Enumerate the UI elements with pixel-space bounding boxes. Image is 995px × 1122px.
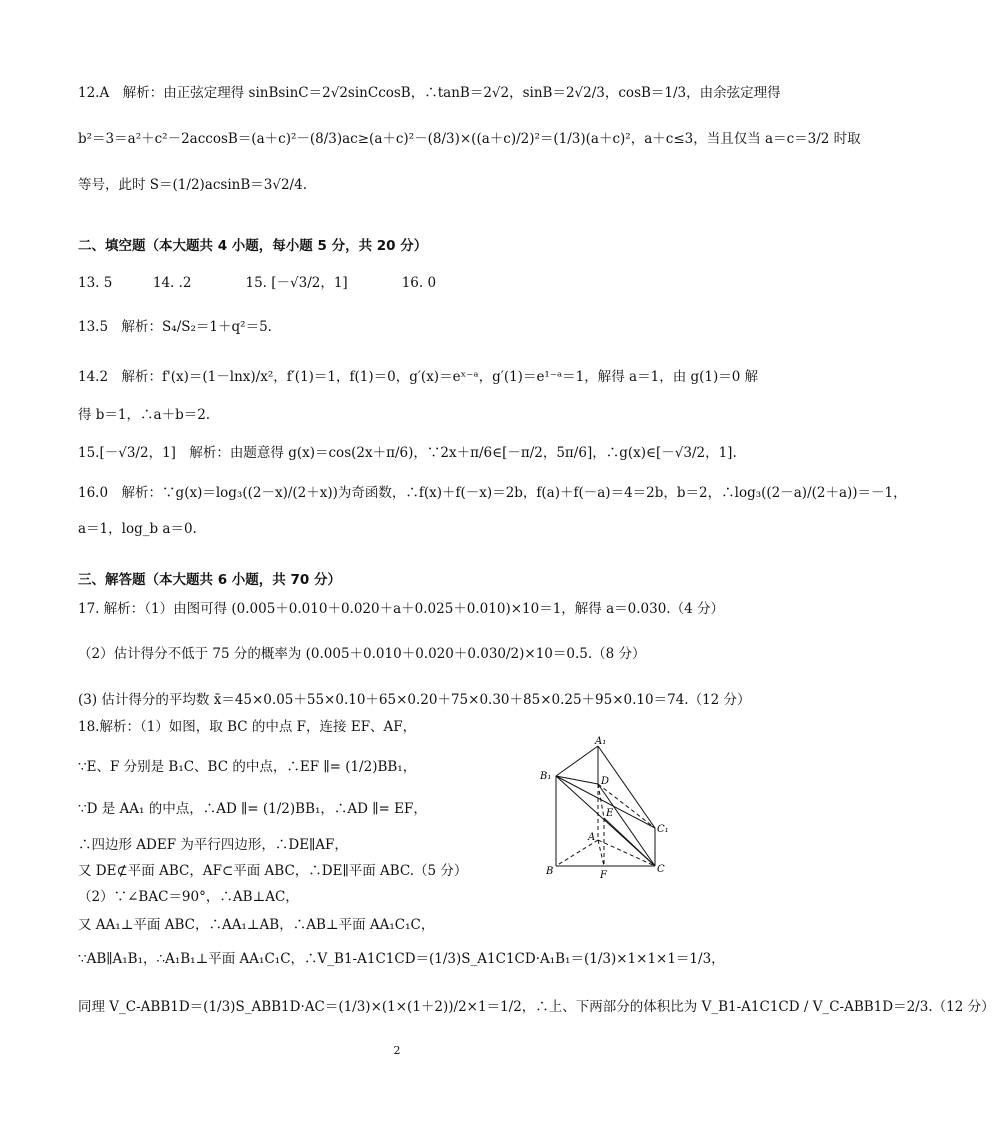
q15-solution: 15.[－√3/2，1] 解析：由题意得 g(x)＝cos(2x＋π/6)，∵2x＋π/6∈[－π/2，5π/6]，∴g(x)∈[－√3/2，1].	[78, 445, 737, 461]
vertex-label-C: C	[657, 864, 665, 875]
q14-line-1: 14.2 解析：f'(x)＝(1－lnx)/x²，f′(1)＝1，f(1)＝0，g′(x)＝eˣ⁻ᵃ，g′(1)＝e¹⁻ᵃ＝1，解得 a＝1，由 g(1)＝0 解	[78, 369, 759, 385]
q14-line-2: 得 b＝1，∴a＋b＝2.	[78, 407, 211, 423]
vertex-label-B1: B₁	[540, 771, 552, 782]
fill-in-answers: 13. 5 14. .2 15. [－√3/2，1] 16. 0	[78, 275, 437, 291]
q18-line-3: ∵D 是 AA₁ 的中点，∴AD ∥= (1/2)BB₁，∴AD ∥= EF，	[78, 801, 427, 817]
vertex-label-A: A	[588, 832, 596, 843]
q18-part-2-line-2: 又 AA₁⊥平面 ABC，∴AA₁⊥AB，∴AB⊥平面 AA₁C₁C，	[78, 917, 435, 933]
vertex-label-E: E	[606, 808, 614, 819]
q12-line-1: 12.A 解析：由正弦定理得 sinBsinC＝2√2sinCcosB，∴tanB＝2√2，sinB＝2√2/3，cosB＝1/3，由余弦定理得	[78, 85, 781, 101]
q17-part-2: （2）估计得分不低于 75 分的概率为 (0.005＋0.010＋0.020＋0.030/2)×10＝0.5.（8 分）	[78, 646, 646, 662]
page-number: 2	[393, 1044, 401, 1057]
vertex-label-C1: C₁	[657, 824, 669, 835]
section-fill-in-heading: 二、填空题（本大题共 4 小题，每小题 5 分，共 20 分）	[78, 238, 428, 254]
q18-part-2-line-3: ∵AB∥A₁B₁，∴A₁B₁⊥平面 AA₁C₁C，∴V_B1-A1C1CD＝(1/3)S_A1C1CD·A₁B₁＝(1/3)×1×1×1＝1/3，	[78, 951, 725, 967]
q18-line-1: 18.解析：（1）如图，取 BC 的中点 F，连接 EF、AF，	[78, 719, 417, 735]
q12-line-3: 等号，此时 S＝(1/2)acsinB＝3√2/4.	[78, 177, 307, 193]
section-solution-heading: 三、解答题（本大题共 6 小题，共 70 分）	[78, 572, 341, 588]
vertex-label-D: D	[601, 776, 610, 787]
q18-line-2: ∵E、F 分别是 B₁C、BC 的中点，∴EF ∥= (1/2)BB₁，	[78, 759, 417, 775]
q12-line-2: b²＝3＝a²＋c²－2accosB＝(a＋c)²－(8/3)ac≥(a＋c)²－(8/3)×((a＋c)/2)²＝(1/3)(a＋c)²，a＋c≤3，当且仅当 a＝c＝3/2 时取	[78, 131, 861, 147]
q16-line-2: a＝1，log_b a＝0.	[78, 521, 197, 537]
vertex-label-F: F	[600, 870, 607, 881]
q17-part-3: (3) 估计得分的平均数 x̄＝45×0.05＋55×0.10＋65×0.20＋75×0.30＋85×0.25＋95×0.10＝74.（12 分）	[78, 692, 751, 708]
vertex-label-B: B	[546, 866, 554, 877]
q18-part-2-line-1: （2）∵∠BAC＝90°，∴AB⊥AC，	[78, 889, 299, 905]
vertex-label-A1: A₁	[595, 736, 607, 747]
q17-part-1: 17. 解析：（1）由图可得 (0.005＋0.010＋0.020＋a＋0.025＋0.010)×10＝1，解得 a＝0.030.（4 分）	[78, 601, 724, 617]
q18-part-2-line-4: 同理 V_C-ABB1D＝(1/3)S_ABB1D·AC＝(1/3)×(1×(1＋2))/2×1＝1/2，∴上、下两部分的体积比为 V_B1-A1C1CD / V_C-ABB1D＝2/3.（12 分）	[78, 999, 995, 1015]
q16-line-1: 16.0 解析：∵g(x)＝log₃((2－x)/(2＋x))为奇函数，∴f(x)＋f(－x)＝2b，f(a)＋f(－a)＝4＝2b，b＝2，∴log₃((2－a)/(2＋a))＝－1，	[78, 485, 907, 501]
q18-line-4: ∴四边形 ADEF 为平行四边形，∴DE∥AF，	[78, 837, 348, 853]
q13-solution: 13.5 解析：S₄/S₂＝1＋q²＝5.	[78, 319, 272, 335]
prism-figure	[538, 736, 673, 881]
q18-line-5: 又 DE⊄平面 ABC，AF⊂平面 ABC，∴DE∥平面 ABC.（5 分）	[78, 863, 468, 879]
